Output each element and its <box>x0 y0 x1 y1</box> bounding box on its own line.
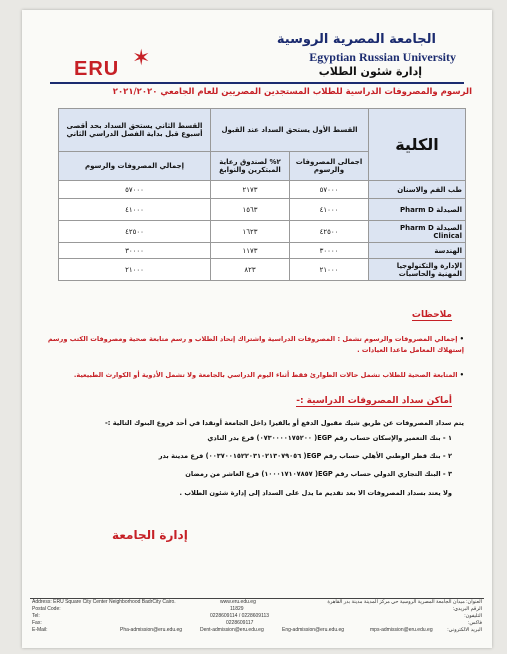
second-installment-header: القسط الثاني يستحق السداد بحد أقصى أسبوع قبل بداية الفصل الدراسي الثاني <box>59 109 211 152</box>
footer-row <box>30 606 484 613</box>
payment-closing: ولا يعتد بسداد المصروفات الا بعد تقديم ما يدل على السداد إلى إدارة شئون الطلاب . <box>179 489 452 497</box>
note-item: • إجمالي المصروفات والرسوم تشمل : المصروفات الدراسية واشتراك إتحاد الطلاب و رسم متابعة صحية ومصروفات الكتب ورسم إستهلاك المعامل ماعدا العيادات . <box>47 335 464 354</box>
total2-cell: ٣٠٠٠٠ <box>59 243 211 259</box>
fund-cell: ١١٧٣ <box>211 243 290 259</box>
payment-heading: أماكن سداد المصروفات الدراسية :- <box>296 396 452 406</box>
footer-fax-label-ar: فاكس: <box>467 620 482 626</box>
table-row <box>59 199 466 221</box>
first-installment-header: القسط الأول يستحق السداد عند القبول <box>211 109 369 152</box>
total-fees-second-header: إجمالي المصروفات والرسوم <box>59 152 211 181</box>
footer-email: Dent-admission@eru.edu.eg <box>200 627 264 633</box>
footer-address-en: Address: ERU Square City Center Neighborhood BadrCity Cairo. <box>32 599 176 605</box>
bank-item: ٣ - البنك التجاري الدولي حساب رقم EGP( ١٠٠٠١٧١٠٧٨٥٧) فرع العاشر من رمضان <box>185 470 452 478</box>
footer-email-label-ar: البريد الالكتروني: <box>447 627 482 633</box>
total-fees-header: اجمالى المصروفات والرسوم <box>290 152 369 181</box>
footer <box>30 598 484 634</box>
table-row <box>59 181 466 199</box>
total2-cell: ٤٢٥٠٠ <box>59 221 211 243</box>
bullet-icon: • <box>457 335 464 343</box>
table-row <box>59 221 466 243</box>
footer-email: mps-admission@eru.edu.eg <box>370 627 433 633</box>
footer-email: Pha-admission@eru.edu.eg <box>120 627 183 633</box>
total1-cell: ٤٢٥٠٠ <box>290 221 369 243</box>
bank-item: ٢ - بنك قطر الوطني الأهلي حساب رقم EGP( ٠٠٣٧٠٠١٥٢٢٠٣١٠٢١٣٠٧٩٠٥٦) فرع مدينة بدر <box>158 452 452 460</box>
footer-row <box>30 613 484 620</box>
care-fund-header: ٢% لصندوق رعاية المبتكرين والنوابغ <box>211 152 290 181</box>
table-row <box>59 259 466 281</box>
faculty-cell: الصيدلة Pharm D <box>369 199 466 221</box>
table-row <box>59 243 466 259</box>
faculty-cell: الصيدلة Pharm D Clinical <box>369 221 466 243</box>
fund-cell: ١٥٦٣ <box>211 199 290 221</box>
logo-text: ERU <box>74 58 120 80</box>
fund-cell: ٢١٧٣ <box>211 181 290 199</box>
footer-fax: 0228609117 <box>226 620 254 626</box>
footer-email: Eng-admission@eru.edu.eg <box>282 627 345 633</box>
note-item: • المتابعة الصحية للطلاب تشمل حالات الطوارئ فقط أثناء اليوم الدراسي بالجامعة ولا تشمل الأدوية أو الكوارث الطبيعية. <box>73 371 464 379</box>
faculty-cell: الهندسة <box>369 243 466 259</box>
footer-row <box>30 599 484 606</box>
university-name-english: Egyptian Russian University <box>309 50 456 64</box>
faculty-cell: طب الفم والاسنان <box>369 181 466 199</box>
signature: إدارة الجامعة <box>112 528 188 542</box>
department-name: إدارة شئون الطلاب <box>318 65 422 78</box>
university-name-arabic: الجامعة المصرية الروسية <box>276 32 436 47</box>
footer-tel-label-ar: التليفون: <box>464 613 482 619</box>
document-title: الرسوم والمصروفات الدراسية للطلاب المستجدين المصريين للعام الجامعي ٢٠٢١/٢٠٢٠ <box>112 87 472 97</box>
footer-address-ar: العنوان: ميدان الجامعة المصرية الروسية حي مركز المدينة مدينة بدر القاهرة <box>327 599 482 605</box>
fund-cell: ٨٢٣ <box>211 259 290 281</box>
payment-intro: يتم سداد المصروفات عن طريق شيك مقبول الدفع أو بالفيزا داخل الجامعة أونقدا في أحد فروع البنوك التالية :- <box>105 419 464 427</box>
faculty-cell: الإدارة والتكنولوجيا المهنية والحاسبات <box>369 259 466 281</box>
footer-fax-label: Fax: <box>32 620 42 626</box>
total2-cell: ٤١٠٠٠ <box>59 199 211 221</box>
footer-postal-label-ar: الرقم البريدي: <box>452 606 482 612</box>
footer-email-label: E-Mail: <box>32 627 48 633</box>
header-divider <box>50 82 464 84</box>
footer-postal-label: Postal Code: <box>32 606 61 612</box>
footer-tel-label: Tel: <box>32 613 40 619</box>
footer-row <box>30 620 484 627</box>
notes-heading: ملاحظات <box>411 310 452 320</box>
total1-cell: ٤١٠٠٠ <box>290 199 369 221</box>
total1-cell: ٥٧٠٠٠ <box>290 181 369 199</box>
document-page <box>22 10 492 648</box>
footer-website: www.eru.edu.eg <box>220 599 256 605</box>
footer-tel: 0228609114 / 0228609113 <box>210 613 270 619</box>
faculty-header: الكلية <box>369 109 466 181</box>
total1-cell: ٢١٠٠٠ <box>290 259 369 281</box>
fees-table <box>58 108 466 281</box>
bullet-icon: • <box>457 371 464 379</box>
fund-cell: ١٦٢٣ <box>211 221 290 243</box>
total2-cell: ٢١٠٠٠ <box>59 259 211 281</box>
star-icon: ✶ <box>132 46 151 71</box>
footer-row <box>30 627 484 634</box>
total1-cell: ٣٠٠٠٠ <box>290 243 369 259</box>
footer-postal-code: 11829 <box>230 606 244 612</box>
bank-item: ١ - بنك التعمير والإسكان حساب رقم EGP( ٠٧٣٠٠٠٠١٧٥٢٠٠) فرع بدر النادي <box>207 434 452 442</box>
total2-cell: ٥٧٠٠٠ <box>59 181 211 199</box>
